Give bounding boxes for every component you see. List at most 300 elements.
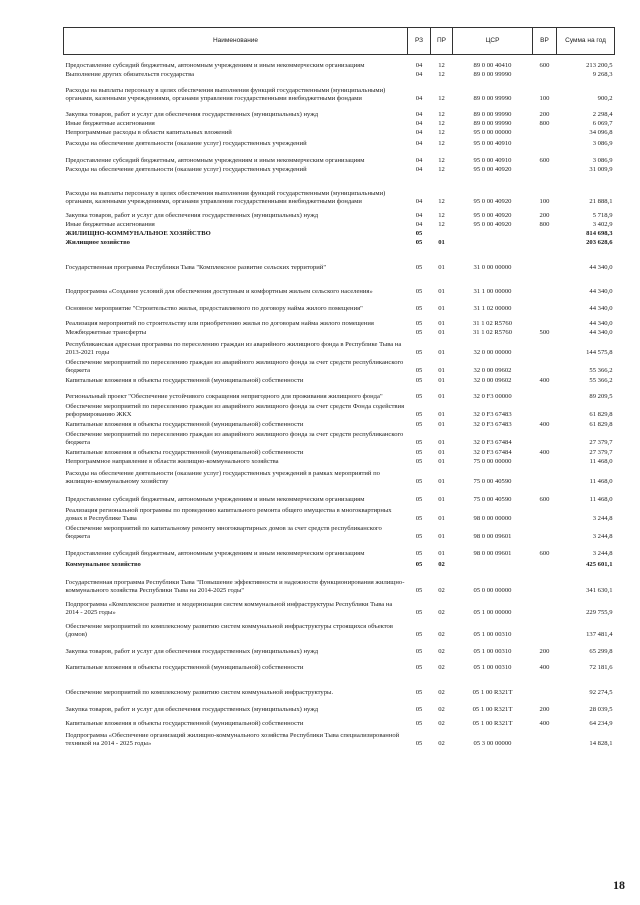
cell-sum: 61 829,8 [589, 420, 613, 428]
cell-pr: 01 [438, 287, 445, 295]
cell-vr: 100 [539, 197, 550, 205]
cell-rz: 05 [415, 705, 423, 713]
cell-pr: 01 [438, 328, 445, 336]
cell-pr: 01 [438, 457, 445, 465]
cell-rz: 05 [415, 438, 423, 446]
cell-vr [533, 166, 557, 175]
cell-rz: 05 [415, 663, 423, 671]
table-row [64, 338, 615, 358]
cell-vr: 100 [539, 94, 550, 102]
table-row [64, 221, 615, 230]
table-row [64, 386, 615, 402]
cell-sum: 137 481,4 [586, 630, 613, 638]
header-sum: Сумма на год [557, 28, 615, 55]
cell-pr: 01 [438, 319, 445, 327]
cell-vr [533, 570, 557, 596]
cell-rz: 04 [415, 70, 423, 78]
cell-sum: 72 181,6 [589, 663, 613, 671]
cell-csr: 32 0 00 00000 [473, 348, 512, 356]
cell-csr: 95 0 00 00000 [473, 128, 512, 136]
cell-name: Межбюджетные трансферты [65, 328, 147, 336]
cell-csr: 32 0 00 09602 [473, 376, 512, 384]
cell-sum: 55 366,2 [589, 366, 613, 374]
cell-sum: 213 200,5 [586, 61, 613, 69]
cell-rz: 05 [415, 410, 423, 418]
cell-name: Расходы на выплаты персоналу в целях обеспечения выполнения функций государственными (муниципальными) органами, казенными учреждениями, органами управления государственными внебюджетными фондами [65, 87, 386, 102]
table-row [64, 273, 615, 297]
cell-sum: 61 829,8 [589, 410, 613, 418]
cell-rz: 05 [415, 608, 423, 616]
header-name: Наименование [64, 28, 408, 55]
cell-rz: 05 [415, 457, 423, 465]
cell-rz: 05 [415, 549, 423, 557]
header-csr: ЦСР [453, 28, 533, 55]
cell-rz: 04 [415, 119, 423, 127]
table-row [64, 297, 615, 314]
cell-vr [533, 596, 557, 618]
cell-csr [453, 239, 533, 248]
cell-rz: 04 [415, 61, 423, 69]
cell-vr: 600 [539, 549, 550, 557]
cell-vr: 400 [539, 420, 550, 428]
table-row [64, 542, 615, 559]
table-row [64, 673, 615, 698]
table-row [64, 329, 615, 338]
table-body [64, 55, 615, 749]
cell-rz: 04 [415, 197, 423, 205]
table-header-row [64, 28, 615, 55]
cell-csr: 05 1 00 00310 [473, 630, 512, 638]
cell-sum: 44 340,0 [589, 328, 613, 336]
cell-sum: 229 755,9 [586, 608, 613, 616]
cell-rz: 05 [415, 376, 423, 384]
cell-csr: 95 0 00 40920 [473, 220, 512, 228]
cell-vr: 600 [539, 495, 550, 503]
cell-pr: 02 [438, 663, 445, 671]
table-row [64, 570, 615, 596]
cell-name: Подпрограмма «Создание условий для обеспечения доступным и комфортным жильем сельского населения» [65, 287, 373, 295]
header-pr: ПР [431, 28, 453, 55]
cell-sum: 2 298,4 [592, 110, 613, 118]
cell-csr: 95 0 00 40910 [473, 156, 512, 164]
table-row [64, 487, 615, 505]
cell-sum: 11 468,0 [589, 495, 613, 503]
table-row [64, 166, 615, 175]
cell-sum: 44 340,0 [589, 263, 613, 271]
table-row [64, 524, 615, 542]
cell-vr [533, 314, 557, 329]
cell-sum: 44 340,0 [589, 319, 613, 327]
cell-vr: 800 [539, 119, 550, 127]
cell-rz: 05 [415, 560, 423, 568]
cell-rz: 05 [415, 630, 423, 638]
cell-vr [533, 524, 557, 542]
cell-csr: 05 0 00 00000 [473, 586, 512, 594]
cell-vr [533, 338, 557, 358]
cell-name: Выполнение других обязательств государства [65, 70, 195, 78]
cell-vr [533, 273, 557, 297]
cell-sum: 9 268,3 [592, 70, 613, 78]
cell-rz: 05 [415, 688, 423, 696]
cell-csr: 95 0 00 40910 [473, 139, 512, 147]
cell-sum: 44 340,0 [589, 304, 613, 312]
cell-vr: 600 [539, 61, 550, 69]
cell-pr: 01 [438, 495, 445, 503]
cell-sum: 3 244,8 [592, 514, 613, 522]
cell-csr: 95 0 00 40920 [473, 211, 512, 219]
cell-name: Обеспечение мероприятий по переселению граждан из аварийного жилищного фонда за счет средств Фонда содействия реформированию ЖКХ [65, 403, 405, 418]
cell-csr: 75 0 00 40590 [473, 477, 512, 485]
cell-pr: 01 [438, 348, 445, 356]
cell-pr: 01 [438, 263, 445, 271]
cell-csr: 89 0 00 99990 [473, 70, 512, 78]
header-rz: РЗ [408, 28, 431, 55]
table-row [64, 467, 615, 487]
cell-rz: 05 [415, 514, 423, 522]
cell-name: Обеспечение мероприятий по капитальному ремонту многоквартирных домов за счет средств республиканского бюджета [65, 525, 382, 540]
cell-name: Государственная программа Республики Тыва "Комплексное развитие сельских территорий" [65, 263, 327, 271]
cell-csr: 89 0 00 99990 [473, 110, 512, 118]
cell-vr [533, 458, 557, 467]
cell-pr: 01 [438, 514, 445, 522]
cell-rz: 05 [415, 495, 423, 503]
cell-sum: 55 366,2 [589, 376, 613, 384]
cell-rz: 05 [415, 238, 423, 246]
table-row [64, 657, 615, 673]
table-row [64, 505, 615, 524]
cell-pr: 12 [438, 110, 445, 118]
cell-rz: 05 [415, 448, 423, 456]
cell-name: Расходы на выплаты персоналу в целях обеспечения выполнения функций государственными (муниципальными) органами, казенными учреждениями, органами управления государственными внебюджетными фондами [65, 190, 386, 205]
cell-sum: 44 340,0 [589, 287, 613, 295]
cell-sum: 27 379,7 [589, 448, 613, 456]
cell-name: Основное мероприятие "Строительство жилья, предоставляемого по договору найма жилого помещения" [65, 304, 363, 312]
cell-pr: 02 [438, 630, 445, 638]
cell-pr: 12 [438, 128, 445, 136]
cell-csr: 32 0 F3 67484 [473, 438, 512, 446]
cell-pr: 12 [438, 119, 445, 127]
cell-name: Расходы на обеспечение деятельности (оказание услуг) государственных учреждений в рамках мероприятий по жилищно-коммунальному хозяйству [65, 470, 380, 485]
cell-name: Обеспечение мероприятий по комплексному развитию систем коммунальной инфраструктуры строящихся объектов (домов) [65, 623, 393, 638]
cell-name: Реализация региональной программы по проведению капитального ремонта общего имущества в многоквартирных домах в Республике Тыва [65, 507, 392, 522]
cell-pr: 01 [438, 532, 445, 540]
cell-name: Капитальные вложения в объекты государственной (муниципальной) собственности [65, 448, 304, 456]
table-row [64, 138, 615, 149]
cell-vr: 400 [539, 376, 550, 384]
cell-pr: 12 [438, 165, 445, 173]
cell-rz: 04 [415, 110, 423, 118]
cell-sum: 11 468,0 [589, 477, 613, 485]
cell-vr: 200 [539, 110, 550, 118]
cell-sum: 203 628,6 [586, 238, 613, 246]
cell-vr: 200 [539, 647, 550, 655]
cell-pr: 12 [438, 139, 445, 147]
table-row [64, 230, 615, 239]
cell-name: Расходы на обеспечение деятельности (оказание услуг) государственных учреждений [65, 139, 307, 147]
cell-vr: 800 [539, 220, 550, 228]
cell-csr: 98 0 00 09601 [473, 549, 512, 557]
cell-csr: 32 0 F3 00000 [473, 392, 512, 400]
cell-pr: 01 [438, 477, 445, 485]
cell-csr: 75 0 00 40590 [473, 495, 512, 503]
cell-vr [533, 559, 557, 570]
cell-sum: 14 828,1 [589, 739, 613, 747]
cell-name: Иные бюджетные ассигнования [65, 220, 155, 228]
cell-pr: 12 [438, 156, 445, 164]
cell-name: Непрограммные расходы в области капитальных вложений [65, 128, 232, 136]
cell-vr: 400 [539, 719, 550, 727]
cell-csr: 05 1 00 R321Т [472, 688, 513, 696]
cell-name: Региональный проект "Обеспечение устойчивого сокращения непригодного для проживания жилищного фонда" [65, 392, 383, 400]
cell-name: Обеспечение мероприятий по комплексному развитию систем коммунальной инфраструктуры. [65, 688, 334, 696]
cell-pr: 01 [438, 448, 445, 456]
cell-csr: 32 0 F3 67483 [473, 410, 512, 418]
cell-sum: 341 630,1 [586, 586, 613, 594]
cell-vr [533, 297, 557, 314]
cell-sum: 31 009,9 [589, 165, 613, 173]
cell-vr [533, 129, 557, 138]
cell-csr: 31 1 02 R5760 [472, 328, 512, 336]
cell-sum: 3 086,9 [592, 139, 613, 147]
cell-csr: 05 3 00 00000 [473, 739, 512, 747]
cell-pr: 12 [438, 70, 445, 78]
cell-vr: 500 [539, 328, 550, 336]
table-row [64, 149, 615, 166]
cell-name: Реализация мероприятий по строительству или приобретению жилья по договорам найма жилого помещения [65, 319, 374, 327]
cell-name: Государственная программа Республики Тыва "Повышение эффективности и надежности функционирования жилищно-коммунального хозяйства Республики Тыва на 2014-2025 годы" [65, 579, 405, 594]
cell-pr: 02 [438, 719, 445, 727]
table-row [64, 458, 615, 467]
table-row [64, 698, 615, 715]
cell-vr: 200 [539, 211, 550, 219]
cell-vr [533, 618, 557, 640]
cell-sum: 3 244,8 [592, 532, 613, 540]
table-row [64, 376, 615, 386]
table-row [64, 559, 615, 570]
cell-vr: 400 [539, 663, 550, 671]
cell-name: Обеспечение мероприятий по переселению граждан из аварийного жилищного фонда за счет средств республиканского бюджета [65, 431, 404, 446]
cell-pr: 02 [438, 705, 445, 713]
cell-sum: 34 096,8 [589, 128, 613, 136]
cell-csr: 98 0 00 00000 [473, 514, 512, 522]
cell-csr: 32 0 F3 67484 [473, 448, 512, 456]
cell-name: Предоставление субсидий бюджетным, автономным учреждениям и иным некоммерческим организациям [65, 156, 365, 164]
budget-table [63, 27, 615, 749]
cell-vr [533, 402, 557, 420]
cell-rz: 05 [415, 229, 423, 237]
table-row [64, 129, 615, 138]
cell-rz: 04 [415, 165, 423, 173]
cell-sum: 5 718,9 [592, 211, 613, 219]
cell-csr: 05 1 00 00310 [473, 647, 512, 655]
cell-rz: 05 [415, 719, 423, 727]
cell-pr: 01 [438, 238, 445, 246]
cell-csr: 95 0 00 40920 [473, 197, 512, 205]
table-row [64, 358, 615, 376]
cell-pr: 01 [438, 366, 445, 374]
cell-pr: 12 [438, 94, 445, 102]
cell-name: Закупка товаров, работ и услуг для обеспечения государственных (муниципальных) нужд [65, 647, 319, 655]
cell-vr [533, 230, 557, 239]
cell-pr: 01 [438, 549, 445, 557]
cell-name: ЖИЛИЩНО-КОММУНАЛЬНОЕ ХОЗЯЙСТВО [65, 229, 211, 237]
cell-csr: 89 0 00 99990 [473, 94, 512, 102]
cell-pr: 01 [438, 304, 445, 312]
cell-vr [533, 358, 557, 376]
cell-name: Коммунальное хозяйство [65, 560, 141, 568]
cell-rz: 04 [415, 211, 423, 219]
table-row [64, 207, 615, 221]
cell-name: Закупка товаров, работ и услуг для обеспечения государственных (муниципальных) нужд [65, 705, 319, 713]
table-row [64, 104, 615, 120]
cell-vr: 200 [539, 705, 550, 713]
cell-vr [533, 673, 557, 698]
cell-name: Подпрограмма «Обеспечение организаций жилищно-коммунального хозяйства Республики Тыва специализированной техникой на 2014 - 2025 годы» [65, 732, 400, 747]
cell-pr: 02 [438, 586, 445, 594]
cell-name: Расходы на обеспечение деятельности (оказание услуг) государственных учреждений [65, 165, 307, 173]
cell-vr [533, 729, 557, 749]
cell-vr: 600 [539, 156, 550, 164]
cell-name: Предоставление субсидий бюджетным, автономным учреждениям и иным некоммерческим организациям [65, 549, 365, 557]
cell-csr: 31 1 02 00000 [473, 304, 512, 312]
cell-csr: 31 1 00 00000 [473, 287, 512, 295]
table-row [64, 239, 615, 248]
cell-rz: 04 [415, 220, 423, 228]
cell-csr: 05 1 00 00000 [473, 608, 512, 616]
cell-sum: 92 274,5 [589, 688, 613, 696]
table-row [64, 120, 615, 129]
cell-pr: 12 [438, 220, 445, 228]
cell-rz: 05 [415, 263, 423, 271]
cell-csr: 32 0 F3 67483 [473, 420, 512, 428]
cell-pr: 12 [438, 61, 445, 69]
cell-sum: 3 402,9 [592, 220, 613, 228]
table-row [64, 715, 615, 729]
cell-sum: 11 468,0 [589, 457, 613, 465]
cell-rz: 05 [415, 304, 423, 312]
cell-pr: 01 [438, 392, 445, 400]
table-row [64, 640, 615, 657]
cell-sum: 3 086,9 [592, 156, 613, 164]
cell-csr: 05 1 00 00310 [473, 663, 512, 671]
cell-csr: 31 0 00 00000 [473, 263, 512, 271]
page-number: 18 [613, 878, 625, 892]
cell-name: Закупка товаров, работ и услуг для обеспечения государственных (муниципальных) нужд [65, 110, 319, 118]
cell-rz: 05 [415, 348, 423, 356]
cell-sum: 425 601,1 [586, 560, 613, 568]
table-row [64, 729, 615, 749]
cell-name: Закупка товаров, работ и услуг для обеспечения государственных (муниципальных) нужд [65, 211, 319, 219]
cell-csr: 32 0 00 09602 [473, 366, 512, 374]
cell-sum: 27 379,7 [589, 438, 613, 446]
table-row [64, 596, 615, 618]
cell-csr: 89 0 00 99990 [473, 119, 512, 127]
cell-vr [533, 430, 557, 448]
table-row [64, 71, 615, 80]
table-row [64, 618, 615, 640]
cell-rz: 04 [415, 128, 423, 136]
cell-vr [533, 71, 557, 80]
table-row [64, 80, 615, 104]
table-row [64, 248, 615, 273]
cell-name: Капитальные вложения в объекты государственной (муниципальной) собственности [65, 719, 304, 727]
cell-pr: 02 [438, 739, 445, 747]
table-row [64, 55, 615, 71]
cell-vr: 400 [539, 448, 550, 456]
cell-csr: 98 0 00 09601 [473, 532, 512, 540]
cell-pr: 01 [438, 420, 445, 428]
cell-vr [533, 505, 557, 524]
cell-sum: 28 039,5 [589, 705, 613, 713]
cell-name: Капитальные вложения в объекты государственной (муниципальной) собственности [65, 420, 304, 428]
cell-rz: 05 [415, 739, 423, 747]
cell-sum: 65 299,8 [589, 647, 613, 655]
cell-sum: 89 209,5 [589, 392, 613, 400]
cell-rz: 05 [415, 319, 423, 327]
cell-rz: 04 [415, 156, 423, 164]
cell-csr: 95 0 00 40920 [473, 165, 512, 173]
cell-pr [431, 230, 453, 239]
cell-csr [453, 230, 533, 239]
cell-name: Непрограммное направление в области жилищно-коммунального хозяйства [65, 457, 279, 465]
cell-pr: 02 [438, 560, 445, 568]
cell-rz: 05 [415, 287, 423, 295]
cell-rz: 05 [415, 647, 423, 655]
table-row [64, 314, 615, 329]
cell-pr: 01 [438, 438, 445, 446]
cell-name: Иные бюджетные ассигнования [65, 119, 155, 127]
header-vr: ВР [533, 28, 557, 55]
cell-csr [453, 559, 533, 570]
table-row [64, 420, 615, 430]
cell-rz: 05 [415, 328, 423, 336]
cell-sum: 814 698,3 [586, 229, 613, 237]
cell-pr: 01 [438, 376, 445, 384]
cell-sum: 6 069,7 [592, 119, 613, 127]
cell-vr [533, 467, 557, 487]
cell-rz: 04 [415, 139, 423, 147]
cell-csr: 05 1 00 R321Т [472, 705, 513, 713]
cell-name: Республиканская адресная программа по переселению граждан из аварийного жилищного фонда в Республике Тыва на 2013-2021 годы [65, 341, 402, 356]
cell-vr [533, 138, 557, 149]
cell-pr: 12 [438, 197, 445, 205]
cell-csr: 89 0 00 40410 [473, 61, 512, 69]
cell-csr: 31 1 02 R5760 [472, 319, 512, 327]
cell-sum: 64 234,9 [589, 719, 613, 727]
cell-name: Жилищное хозяйство [65, 238, 130, 246]
cell-rz: 05 [415, 420, 423, 428]
table-row [64, 175, 615, 207]
cell-pr: 01 [438, 410, 445, 418]
cell-rz: 05 [415, 532, 423, 540]
cell-sum: 900,2 [597, 94, 613, 102]
cell-name: Обеспечение мероприятий по переселению граждан из аварийного жилищного фонда за счет средств республиканского бюджета [65, 359, 404, 374]
cell-vr [533, 386, 557, 402]
cell-csr: 75 0 00 00000 [473, 457, 512, 465]
cell-name: Капитальные вложения в объекты государственной (муниципальной) собственности [65, 663, 304, 671]
cell-name: Предоставление субсидий бюджетным, автономным учреждениям и иным некоммерческим организациям [65, 61, 365, 69]
cell-name: Подпрограмма «Комплексное развитие и модернизация систем коммунальной инфраструктуры Республики Тыва на 2014 - 2025 годы» [65, 601, 393, 616]
cell-rz: 05 [415, 586, 423, 594]
cell-name: Предоставление субсидий бюджетным, автономным учреждениям и иным некоммерческим организациям [65, 495, 365, 503]
cell-rz: 05 [415, 366, 423, 374]
cell-rz: 05 [415, 392, 423, 400]
cell-pr: 02 [438, 608, 445, 616]
cell-vr [533, 248, 557, 273]
cell-sum: 3 244,8 [592, 549, 613, 557]
table-row [64, 448, 615, 458]
cell-rz: 05 [415, 477, 423, 485]
